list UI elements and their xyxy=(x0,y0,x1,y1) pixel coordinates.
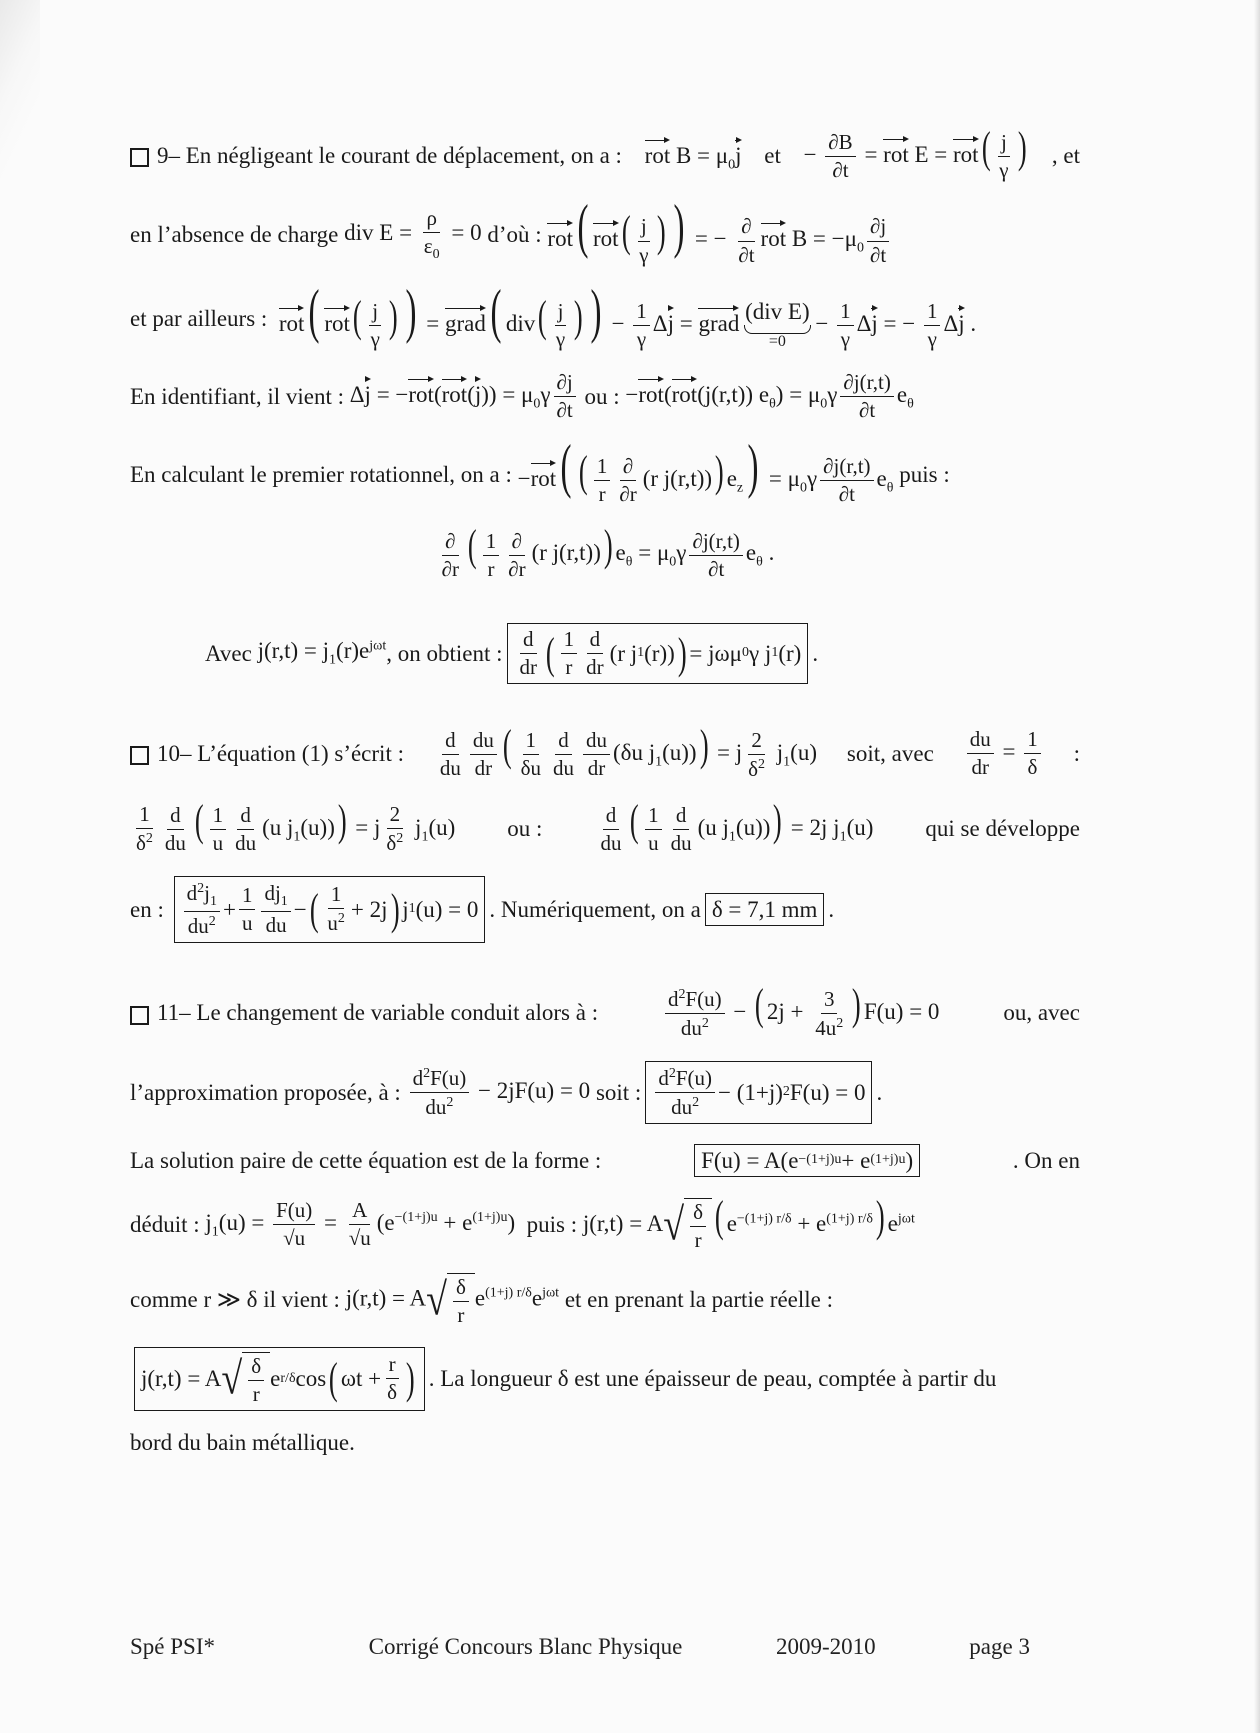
q9-eq-4: rot( rot( $\frac{j}{\gamma}$ ) ) = − $\frac{\partial}{\partial t}$ rot $B = -\mu_0$ $\frac{\partial j}{\partial t}$ xyxy=(547,202,892,266)
q11-line-1: 11– Le changement de variable conduit alors à : $\frac{d^2F(u)}{du^2}$ − ( 2j + $\frac{3}{4u^2}$ ) F(u) = 0 ou, avec xyxy=(130,985,1080,1040)
q11-equation-box: $\frac{d^2F(u)}{du^2}$ − (1+j) 2 F(u) = 0 xyxy=(645,1061,872,1124)
page-footer xyxy=(130,1634,1030,1660)
q9-eq-3: div E = $\frac{\rho}{\varepsilon_0}$ = 0 xyxy=(344,205,482,262)
q9-eq-8: −rot( ( $\frac{1}{r}$ $\frac{\partial}{\partial r}$ (r j(r,t))) $e_z) = \mu_0\gamma$ $\frac{\partial j(r,t)}{\partial t}$ $e_\theta$ xyxy=(517,433,894,507)
q10-line-1: 10– L’équation (1) s’écrit : $\frac{d}{du}$ $\frac{du}{dr}$ ( $\frac{1}{\delta u}$ $\frac{d}{du}$ $\frac{du}{dr}$ (δu $j_1(u))) = j$ $\frac{2}{\delta^2}$ $j_1(u)$ soit, avec $\frac{du}{dr}$ = $\frac{1}{\delta}$ : xyxy=(130,726,1080,781)
q9-eq-10: $j(r,t) = j_1(r)e^{j\omega t}$ xyxy=(257,638,387,668)
q9-line-3: et par ailleurs : rot( rot( $\frac{j}{\gamma}$ ) ) = grad( div( $\frac{j}{\gamma}$ ) ) − $\frac{1}{\gamma}$ Δj = grad (div E) =0 − $\frac{1}{\gamma}$ Δj = − $\frac{1}{\gamma}$ Δj . xyxy=(130,277,977,351)
q10-eq-4: $\frac{d}{du}$ ( $\frac{1}{u}$ $\frac{d}{du}$ (u $j_1(u))) = 2j$ $j_1(u)$ xyxy=(600,796,874,856)
q10-eq-1: $\frac{d}{du}$ $\frac{du}{dr}$ ( $\frac{1}{\delta u}$ $\frac{d}{du}$ $\frac{du}{dr}$ (δu $j_1(u))) = j$ $\frac{2}{\delta^2}$ $j_1(u)$ xyxy=(439,720,817,781)
q9-line-5: En calculant le premier rotationnel, on a : −rot( ( $\frac{1}{r}$ $\frac{\partial}{\partial r}$ (r j(r,t))) $e_z) = \mu_0\gamma$ $\frac{\partial j(r,t)}{\partial t}$ $e_\theta$ puis : xyxy=(130,433,950,507)
document-body xyxy=(130,123,1080,1474)
q9-eq-1: rot $B = \mu_0j$ xyxy=(645,138,742,173)
q11-eq-3: $j_1(u)$ = $\frac{F(u)}{√u}$ = $\frac{A}{√u}$ $(e^{-(1+j)u} + e^{(1+j)u})$ xyxy=(205,1198,516,1251)
q9-line-4: En identifiant, il vient : $\Delta j = -rot(rot(j)) = \mu_0\gamma$ $\frac{\partial j}{\partial t}$ ou : −rot(rot(j(r,t)) $e_\theta) = \mu_0\gamma$ $\frac{\partial j(r,t)}{\partial t}$ $e_\theta$ xyxy=(130,369,914,423)
q9-eq-9: $\frac{\partial}{\partial r}$ ( $\frac{1}{r}$ $\frac{\partial}{\partial r}$ (r j(r,t))) $e_\theta = \mu_0\gamma$ $\frac{\partial j(r,t)}{\partial t}$ $e_\theta$ . xyxy=(441,521,775,581)
footer-page-number: page 3 xyxy=(969,1634,1030,1659)
footer-year: 2009-2010 xyxy=(775,1634,876,1659)
q11-eq-1: $\frac{d^2F(u)}{du^2}$ − ( 2j + $\frac{3}{4u^2}$ ) F(u) = 0 xyxy=(662,985,939,1040)
q11-line-4: déduit : $j_1(u)$ = $\frac{F(u)}{√u}$ = $\frac{A}{√u}$ $(e^{-(1+j)u} + e^{(1+j)u})$ puis : j(r,t) = A √ $\frac{\delta}{r}$ ( $e^{-(1+j) r/\delta} + e^{(1+j) r/\delta}$) $e^{j\omega t}$ xyxy=(130,1191,915,1253)
footer-title: Corrigé Concours Blanc Physique xyxy=(368,1634,683,1659)
q10-eq-3: $\frac{1}{\delta^2}$ $\frac{d}{du}$ ( $\frac{1}{u}$ $\frac{d}{du}$ (u $j_1(u))) = j$ $\frac{2}{\delta^2}$ $j_1(u)$ xyxy=(136,795,456,856)
q11-eq-5: j(r,t) = A √ $\frac{\delta}{r}$ $e^{(1+j) r/\delta}e^{j\omega t}$ xyxy=(345,1274,560,1327)
q9-line-1: 9– En négligeant le courant de déplacement, on a : rot $B = \mu_0j$ et − $\frac{\partial B}{\partial t}$ = rot E = rot( $\frac{j}{\gamma}$ ) , et xyxy=(130,128,1080,182)
q10-line-2: $\frac{1}{\delta^2}$ $\frac{d}{du}$ ( $\frac{1}{u}$ $\frac{d}{du}$ (u $j_1(u))) = j$ $\frac{2}{\delta^2}$ $j_1(u)$ ou : $\frac{d}{du}$ ( $\frac{1}{u}$ $\frac{d}{du}$ (u $j_1(u))) = 2j$ $j_1(u)$ qui se développe xyxy=(130,801,1080,856)
checkbox-icon xyxy=(130,746,149,765)
q11-line-5: comme r ≫ δ il vient : j(r,t) = A √ $\frac{\delta}{r}$ $e^{(1+j) r/\delta}e^{j\omega t}$ et en prenant la partie réelle : xyxy=(130,1274,833,1327)
q11-eq-2: $\frac{d^2F(u)}{du^2}$ − 2jF(u) = 0 xyxy=(407,1066,591,1119)
q9-result-box: $\frac{d}{dr}$ ( $\frac{1}{r}$ $\frac{d}{dr}$ (r j 1 (r)) ) = jωμ 0 γ j 1 (r) xyxy=(507,623,809,684)
q9-line-6 xyxy=(130,521,1080,581)
q10-result-box: $\frac{d^2j_1}{du^2}$ + $\frac{1}{u}$ $\frac{dj_1}{du}$ − ( $\frac{1}{u^2}$ + 2j ) j 1 (u) = 0 xyxy=(174,876,486,944)
q11-line-6: j(r,t) = A √ $\frac{\delta}{r}$ e r/δ cos ( ωt + $\frac{r}{\delta}$ ) . La longueur δ est une épaisseur de peau, comptée à partir du xyxy=(130,1347,1080,1411)
q9-eq-6: $\Delta j = -rot(rot(j)) = \mu_0\gamma$ $\frac{\partial j}{\partial t}$ xyxy=(350,371,579,422)
q9-eq-7: −rot(rot(j(r,t)) $e_\theta) = \mu_0\gamma$ $\frac{\partial j(r,t)}{\partial t}$ $e_\theta$ xyxy=(625,369,914,423)
q9-eq-5: rot( rot( $\frac{j}{\gamma}$ ) ) = grad( div( $\frac{j}{\gamma}$ ) ) − $\frac{1}{\gamma}$ Δj = grad (div E) =0 − $\frac{1}{\gamma}$ Δj = − $\frac{1}{\gamma}$ Δj . xyxy=(278,277,977,351)
q11-line-2: l’approximation proposée, à : $\frac{d^2F(u)}{du^2}$ − 2jF(u) = 0 soit : $\frac{d^2F(u)}{du^2}$ − (1+j) 2 F(u) = 0 . xyxy=(130,1061,1080,1124)
q10-line-3: en : $\frac{d^2j_1}{du^2}$ + $\frac{1}{u}$ $\frac{dj_1}{du}$ − ( $\frac{1}{u^2}$ + 2j ) j 1 (u) = 0 . Numériquement, on a δ = 7,1 mm . xyxy=(130,876,1080,944)
q9-line-2: en l’absence de charge div E = $\frac{\rho}{\varepsilon_0}$ = 0 d’où : rot( rot( $\frac{j}{\gamma}$ ) ) = − $\frac{\partial}{\partial t}$ rot $B = -\mu_0$ $\frac{\partial j}{\partial t}$ xyxy=(130,202,1080,266)
page-corner-shadow xyxy=(0,0,40,180)
page-right-edge xyxy=(1254,0,1260,1733)
checkbox-icon xyxy=(130,1006,149,1025)
checkbox-icon xyxy=(130,148,149,167)
delta-value-box: δ = 7,1 mm xyxy=(705,893,825,926)
q11-line-3: La solution paire de cette équation est de la forme : F(u) = A(e −(1+j)u + e (1+j)u ) . On en xyxy=(130,1144,1080,1177)
q11-result-box: j(r,t) = A √ $\frac{\delta}{r}$ e r/δ cos ( ωt + $\frac{r}{\delta}$ ) xyxy=(134,1347,425,1411)
q11-solution-box: F(u) = A(e −(1+j)u + e (1+j)u ) xyxy=(694,1144,920,1177)
q9-eq-2: − $\frac{\partial B}{\partial t}$ = rot E = rot( $\frac{j}{\gamma}$ ) xyxy=(803,123,1027,183)
q10-eq-2: $\frac{du}{dr}$ = $\frac{1}{\delta}$ xyxy=(964,728,1044,779)
q11-eq-4: j(r,t) = A √ $\frac{\delta}{r}$ ( $e^{-(1+j) r/\delta} + e^{(1+j) r/\delta}$) $e^{j\omega t}$ xyxy=(582,1191,915,1253)
footer-class: Spé PSI* xyxy=(130,1634,215,1659)
q9-line-7: Avec $j(r,t) = j_1(r)e^{j\omega t}$ , on obtient : $\frac{d}{dr}$ ( $\frac{1}{r}$ $\frac{d}{dr}$ (r j 1 (r)) ) = jωμ 0 γ j 1 (r) . xyxy=(205,623,1080,684)
q11-line-7: bord du bain métallique. xyxy=(130,1429,355,1455)
